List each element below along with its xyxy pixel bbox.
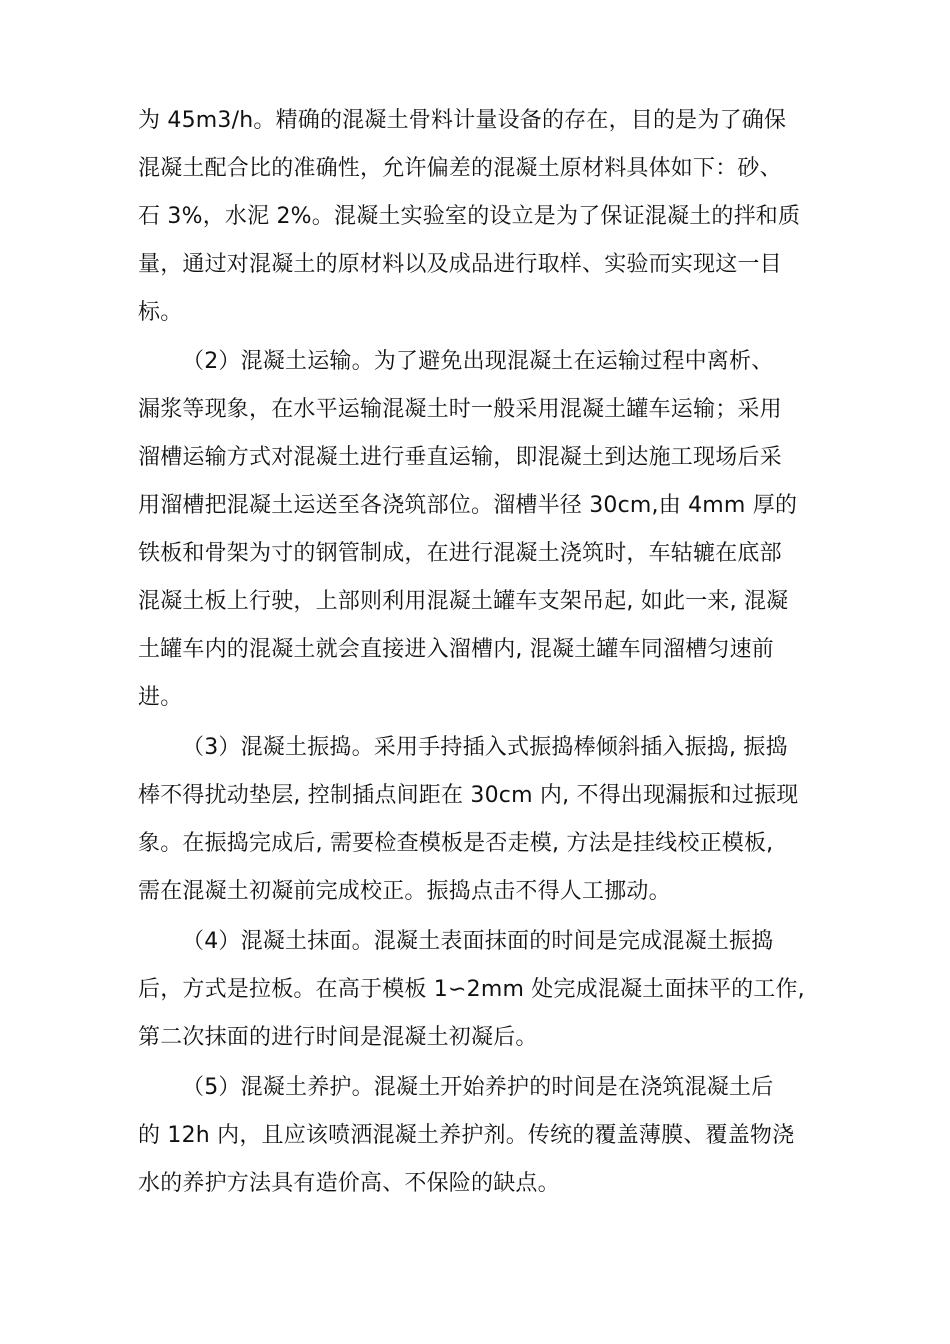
body-text-line: 土罐车内的混凝土就会直接进入溜槽内, 混凝土罐车同溜槽匀速前 [138, 637, 774, 662]
section-heading-line: （5）混凝土养护。混凝土开始养护的时间是在浇筑混凝土后 [182, 1075, 774, 1100]
body-text-line: 棒不得扰动垫层, 控制插点间距在 30cm 内, 不得出现漏振和过振现 [138, 783, 799, 808]
body-text-line: 的 12h 内，且应该喷洒混凝土养护剂。传统的覆盖薄膜、覆盖物浇 [138, 1123, 795, 1148]
section-heading-line: （3）混凝土振捣。采用手持插入式振捣棒倾斜插入振捣, 振捣 [182, 735, 788, 760]
body-text-line: 漏浆等现象，在水平运输混凝土时一般采用混凝土罐车运输；采用 [138, 397, 782, 422]
section-heading-line: （2）混凝土运输。为了避免出现混凝土在运输过程中离析、 [182, 349, 774, 374]
body-text-line: 量，通过对混凝土的原材料以及成品进行取样、实验而实现这一目 [138, 252, 782, 277]
section-heading-line: （4）混凝土抹面。混凝土表面抹面的时间是完成混凝土振捣 [182, 929, 774, 954]
body-text-line: 进。 [138, 685, 183, 710]
body-text-line: 为 45m3/h。精确的混凝土骨料计量设备的存在，目的是为了确保 [138, 108, 787, 133]
body-text-line: 石 3%，水泥 2%。混凝土实验室的设立是为了保证混凝土的拌和质 [138, 204, 801, 229]
body-text-line: 铁板和骨架为寸的钢管制成，在进行混凝土浇筑时，车轱辘在底部 [138, 541, 782, 566]
body-text-line: 混凝土板上行驶，上部则利用混凝土罐车支架吊起, 如此一来, 混凝 [138, 589, 789, 614]
body-text-line: 水的养护方法具有造价高、不保险的缺点。 [138, 1171, 560, 1196]
body-text-line: 标。 [138, 300, 183, 325]
body-text-line: 需在混凝土初凝前完成校正。振捣点击不得人工挪动。 [138, 879, 671, 904]
body-text-line: 象。在振捣完成后, 需要检查模板是否走模, 方法是挂线校正模板, [138, 831, 774, 856]
body-text-line: 第二次抹面的进行时间是混凝土初凝后。 [138, 1025, 538, 1050]
body-text-line: 用溜槽把混凝土运送至各浇筑部位。溜槽半径 30cm,由 4mm 厚的 [138, 493, 798, 518]
body-text-line: 溜槽运输方式对混凝土进行垂直运输，即混凝土到达施工现场后采 [138, 445, 782, 470]
body-text-line: 后，方式是拉板。在高于模板 1∽2mm 处完成混凝土面抹平的工作, [138, 977, 805, 1002]
body-text-line: 混凝土配合比的准确性，允许偏差的混凝土原材料具体如下：砂、 [138, 156, 782, 181]
